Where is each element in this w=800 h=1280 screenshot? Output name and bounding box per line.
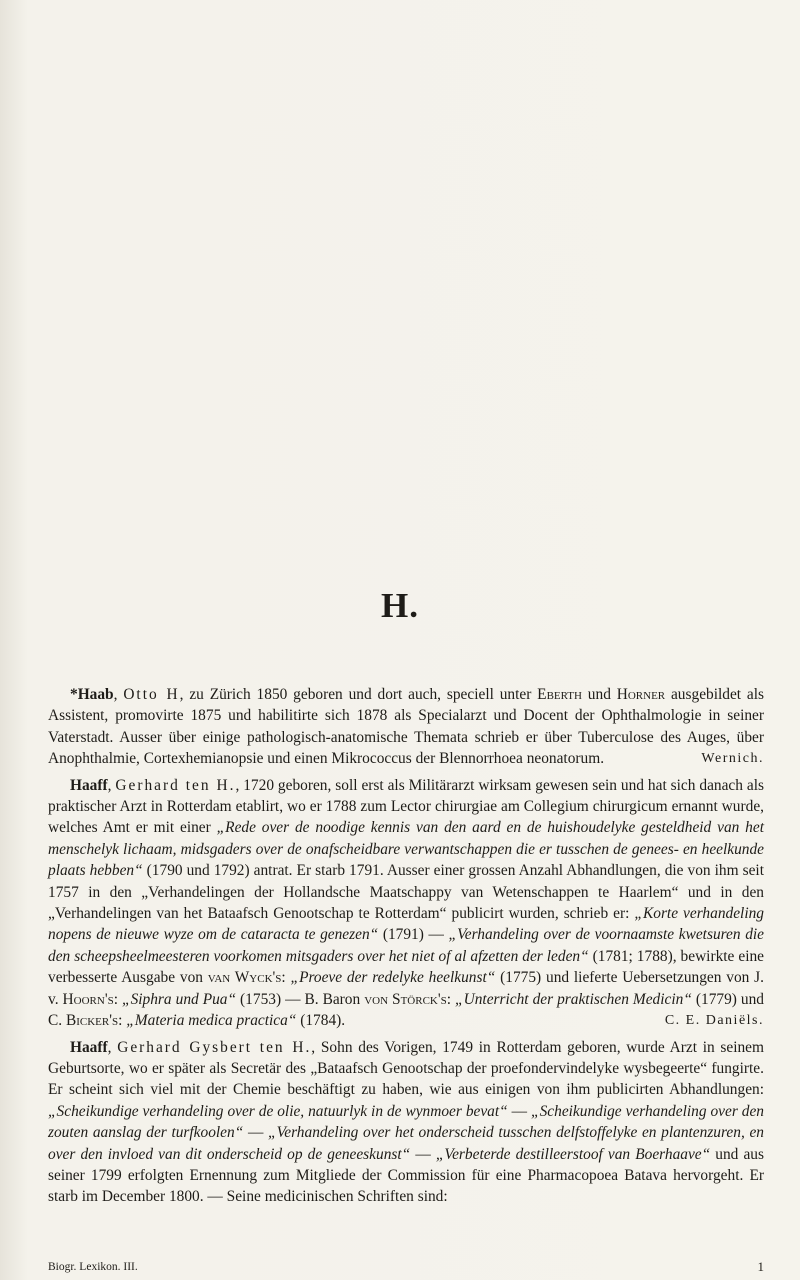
work-title: „Korte verhandeling nopens de nieuwe wyze om de cataracta te genezen“ xyxy=(48,905,764,944)
work-title: „Unterricht der praktischen Medicin“ xyxy=(455,990,692,1008)
person-ref: van Wyck's xyxy=(207,969,282,987)
entry-forename: Gerhard ten H. xyxy=(115,776,236,794)
author-signature: C. E. Daniëls. xyxy=(664,1013,764,1029)
work-title: „Verhandeling over het onderscheid tusschen delfstoffelyke en plantenzuren, en over den invloed van dit onderscheid op de geneeskunst“ xyxy=(48,1124,764,1163)
lexicon-text xyxy=(48,684,764,1213)
entry-haab: *Haab, Otto H, zu Zürich 1850 geboren und dort auch, speciell unter Eberth und Horner ausgebildet als Assistent, promovirte 1875 und habilitirte sich 1878 als Specialarzt und Docent der Ophthalmologie in seiner Vaterstadt. Ausser über einige pathologisch-anatomische Themata schrieb er über Tuberculose des Auges, über Anophthalmie, Cortexhemianopsie und einen Mikrococcus der Blennorrhoea neonatorum. Wernich. xyxy=(48,684,764,770)
person-ref: von Störck's xyxy=(364,990,447,1008)
footer-source: Biogr. Lexikon. III. xyxy=(48,1261,138,1273)
entry-haaff-gysbert: Haaff, Gerhard Gysbert ten H., Sohn des Vorigen, 1749 in Rotterdam geboren, wurde Arzt in seinem Geburtsorte, wo er später als Secretär des „Bataafsch Genootschap der proefondervindelyke wysbegeerte“ fungirte. Er scheint sich viel mit der Chemie beschäftigt zu haben, wie aus einigen von ihm publicirten Abhandlungen: „Scheikundige verhandeling over de olie, natuurlyk in de wynmoer bevat“ — „Scheikundige verhandeling over den zouten aanslag der turfkoolen“ — „Verhandeling over het onderscheid tusschen delfstoffelyke en plantenzuren, en over den invloed van dit onderscheid op de geneeskunst“ — „Verbeterde destilleerstoof van Boerhaave“ und aus seiner 1799 erfolgten Ernennung zum Mitgliede der Commission für eine Pharmacopoea Batava hervorgeht. Er starb im December 1800. — Seine medicinischen Schriften sind: xyxy=(48,1038,764,1206)
entry-headword: Haaff xyxy=(70,1038,108,1056)
work-title: „Verbeterde destilleerstoof van Boerhaave“ xyxy=(435,1145,711,1163)
work-title: „Rede over de noodige kennis van den aard en de huishoudelyke gesteldheid van het menschelyk lichaam, midsgaders over de onafscheidbare verwantschappen die er tusschen de genees- en heelkunde plaats hebben“ xyxy=(48,819,764,880)
work-title: „Proeve der redelyke heelkunst“ xyxy=(290,969,496,987)
section-letter: H. xyxy=(381,586,419,625)
work-title: „Scheikundige verhandeling over de olie, natuurlyk in de wynmoer bevat“ xyxy=(48,1102,508,1120)
work-title: „Scheikundige verhandeling over den zouten aanslag der turfkoolen“ xyxy=(48,1102,764,1142)
person-ref: Eberth xyxy=(537,686,582,703)
page-number: 1 xyxy=(757,1259,764,1274)
entry-forename: Otto H xyxy=(123,686,180,703)
entry-haaff-gerhard: Haaff, Gerhard ten H., 1720 geboren, soll erst als Militärarzt wirksam gewesen sein und hat sich danach als praktischer Arzt in Rotterdam etablirt, wo er 1788 zum Lector chirurgiae am Collegium chirurgicum ernannt wurde, welches Amt er mit einer „Rede over de noodige kennis van den aard en de huishoudelyke gesteldheid van het menschelyk lichaam, midsgaders over de onafscheidbare verwantschappen die er tusschen de genees- en heelkunde plaats hebben“ (1790 und 1792) antrat. Er starb 1791. Ausser einer grossen Anzahl Abhandlungen, die von ihm seit 1757 in den „Verhandelingen der Hollandsche Maatschappy van Wetenschappen te Haarlem“ und in den „Verhandelingen van het Bataafsch Genootschap te Rotterdam“ publicirt wurden, schrieb er: „Korte verhandeling nopens de nieuwe wyze om de cataracta te genezen“ (1791) — „Verhandeling over de voornaamste kwetsuren die den scheepsheelmeesteren voorkomen mitsgaders over het niet of al afzetten der leden“ (1781; 1788), bewirkte eine verbesserte Ausgabe von van Wyck's: „Proeve der redelyke heelkunst“ (1775) und lieferte Uebersetzungen von J. v. Hoorn's: „Siphra und Pua“ (1753) — B. Baron von Störck's: „Unterricht der praktischen Medicin“ (1779) und C. Bicker's: „Materia medica practica“ (1784). C. E. Daniëls. xyxy=(48,775,764,1032)
person-ref: Bicker's xyxy=(65,1012,119,1030)
entry-headword: *Haab xyxy=(70,686,114,703)
work-title: „Siphra und Pua“ xyxy=(122,990,237,1008)
page-footer xyxy=(48,1260,764,1274)
person-ref: Hoorn's xyxy=(62,990,114,1008)
author-signature: Wernich. xyxy=(701,751,764,767)
entry-headword: Haaff xyxy=(70,776,108,794)
person-ref: Horner xyxy=(616,686,666,703)
work-title: „Verhandeling over de voornaamste kwetsuren die den scheepsheelmeesteren voorkomen mitsgaders over het niet of al afzetten der leden“ xyxy=(48,926,765,965)
entry-forename: Gerhard Gysbert ten H. xyxy=(117,1038,312,1056)
work-title: „Materia medica practica“ xyxy=(126,1012,297,1030)
